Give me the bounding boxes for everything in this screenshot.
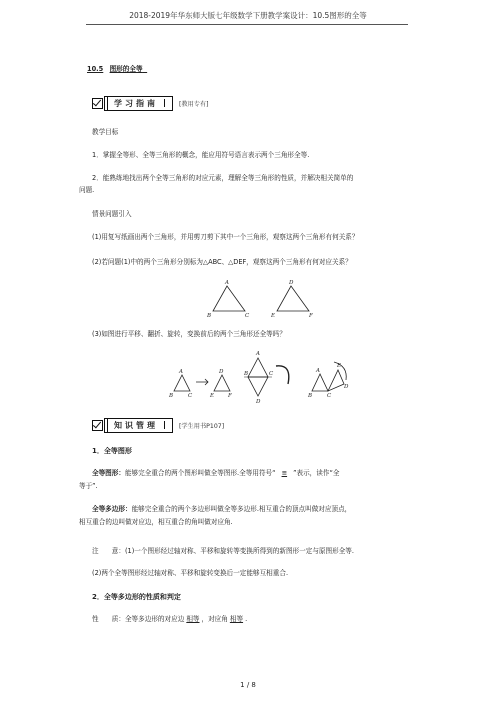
note-1-text: (1)一个图形经过轴对称、平移和旋转等变换所得到的新图形一定与原图形全等. [124,547,354,555]
def-congruent-polygons-line2: 相互重合的边叫做对应边，相互重合的角叫做对应角. [79,518,233,526]
def1-term: 全等图形： [92,469,125,477]
intro-question-3: (3)如图进行平移、翻折、旋转，变换前后的两个三角形还全等吗？ [92,330,286,338]
label-f: F [228,393,232,399]
triangle-abc [213,286,245,311]
label-d: D [344,384,349,390]
def-congruent-polygons-line1 [92,504,351,514]
page-header: 2018-2019年华东师大版七年级数学下册教学案设计：10.5图形的全等 [129,11,367,20]
property-text: 全等多边形的对应边 [124,615,185,623]
label-c: C [188,393,193,399]
intro-heading: 情景问题引入 [92,210,132,218]
note-2: (2)两个全等图形经过轴对称、平移和旋转变换后一定能够互相重合. [92,569,289,577]
translate-triangle-1 [174,375,190,391]
triangle-def [277,286,309,311]
triangles-figure-2 [168,344,368,404]
def-congruent-figures-line1 [92,468,339,478]
label-e: E [271,313,276,319]
def-congruent-figures-line2: 等于”. [79,482,98,490]
checkbox-icon [92,98,103,109]
label-a: A [225,280,229,286]
k1-heading: 1．全等图形 [92,447,132,455]
flip-arrow-icon [276,366,289,384]
label-e: E [337,363,342,369]
objectives-heading: 教学目标 [92,128,119,136]
def1-symbol: ≌ [281,469,288,477]
label-f: F [309,313,313,319]
label-b: B [308,393,313,399]
label-a: A [316,368,320,374]
checkbox-icon [92,420,103,431]
def1-text: 能够完全重合的两个图形叫做全等图形.全等用符号“ [124,469,276,477]
label-e: E [210,393,215,399]
def1-text-2: ”表示，读作“全 [293,469,340,477]
def2-text: 能够完全重合的两个多边形叫做全等多边形.相互重合的顶点叫做对应顶点， [131,505,352,513]
study-guide-banner: 学习指南 [107,96,173,111]
header-rule [86,24,408,25]
property-line [92,614,247,624]
property-blank-2: 相等 [229,615,244,623]
label-b: B [244,371,249,377]
label-d: D [219,369,224,375]
label-c: C [245,313,250,319]
property-label: 性 质： [92,615,125,623]
page-number: 1 / 8 [240,681,256,689]
knowledge-note: [学生用书P107] [179,423,225,430]
objective-1: 1．掌握全等形、全等三角形的概念，能应用符号语言表示两个三角形全等. [92,151,310,159]
note-label: 注 意： [92,547,125,555]
section-heading [87,64,147,74]
property-blank-1: 相等 [186,615,200,623]
triangles-figure-1 [205,278,315,320]
study-guide-note: [教用专有] [179,101,209,108]
knowledge-banner: 知识管理 [107,418,173,433]
property-text-3: . [245,615,248,623]
reflect-triangle-2 [248,377,268,396]
rotate-triangle-1 [312,374,328,391]
note-1 [92,546,354,556]
section-title: 图形的全等 [109,65,143,73]
label-d: D [289,280,294,286]
knowledge-banner-row [92,418,224,433]
objective-2-line1: 2．能熟练地找出两个全等三角形的对应元素，理解全等三角形的性质，并解决相关简单的 [92,174,354,182]
study-guide-banner-row [92,96,209,111]
label-b: B [169,393,174,399]
label-c: C [269,371,274,377]
label-a: A [179,369,183,375]
rotate-arrow-icon [334,362,346,380]
intro-question-1: (1)用复写纸画出两个三角形，并用剪刀剪下其中一个三角形，观察这两个三角形有何关系？ [92,233,359,241]
reflect-triangle-1 [248,358,268,377]
intro-question-2: (2)若问题(1)中的两个三角形分别标为△ABC、△DEF，观察这两个三角形有何对应关系？ [92,258,352,266]
property-text-2: ，对应角 [201,615,228,623]
label-a: A [256,351,260,357]
def2-term: 全等多边形： [92,505,132,513]
label-d: D [256,399,261,404]
arrow-icon [196,379,208,385]
label-b: B [207,313,212,319]
rotate-triangle-2 [328,370,344,391]
objective-2-line2: 问题. [79,186,95,194]
section-number: 10.5 [87,65,104,73]
label-c: C [327,393,332,399]
translate-triangle-2 [214,375,230,391]
k2-heading: 2．全等多边形的性质和判定 [92,593,181,601]
